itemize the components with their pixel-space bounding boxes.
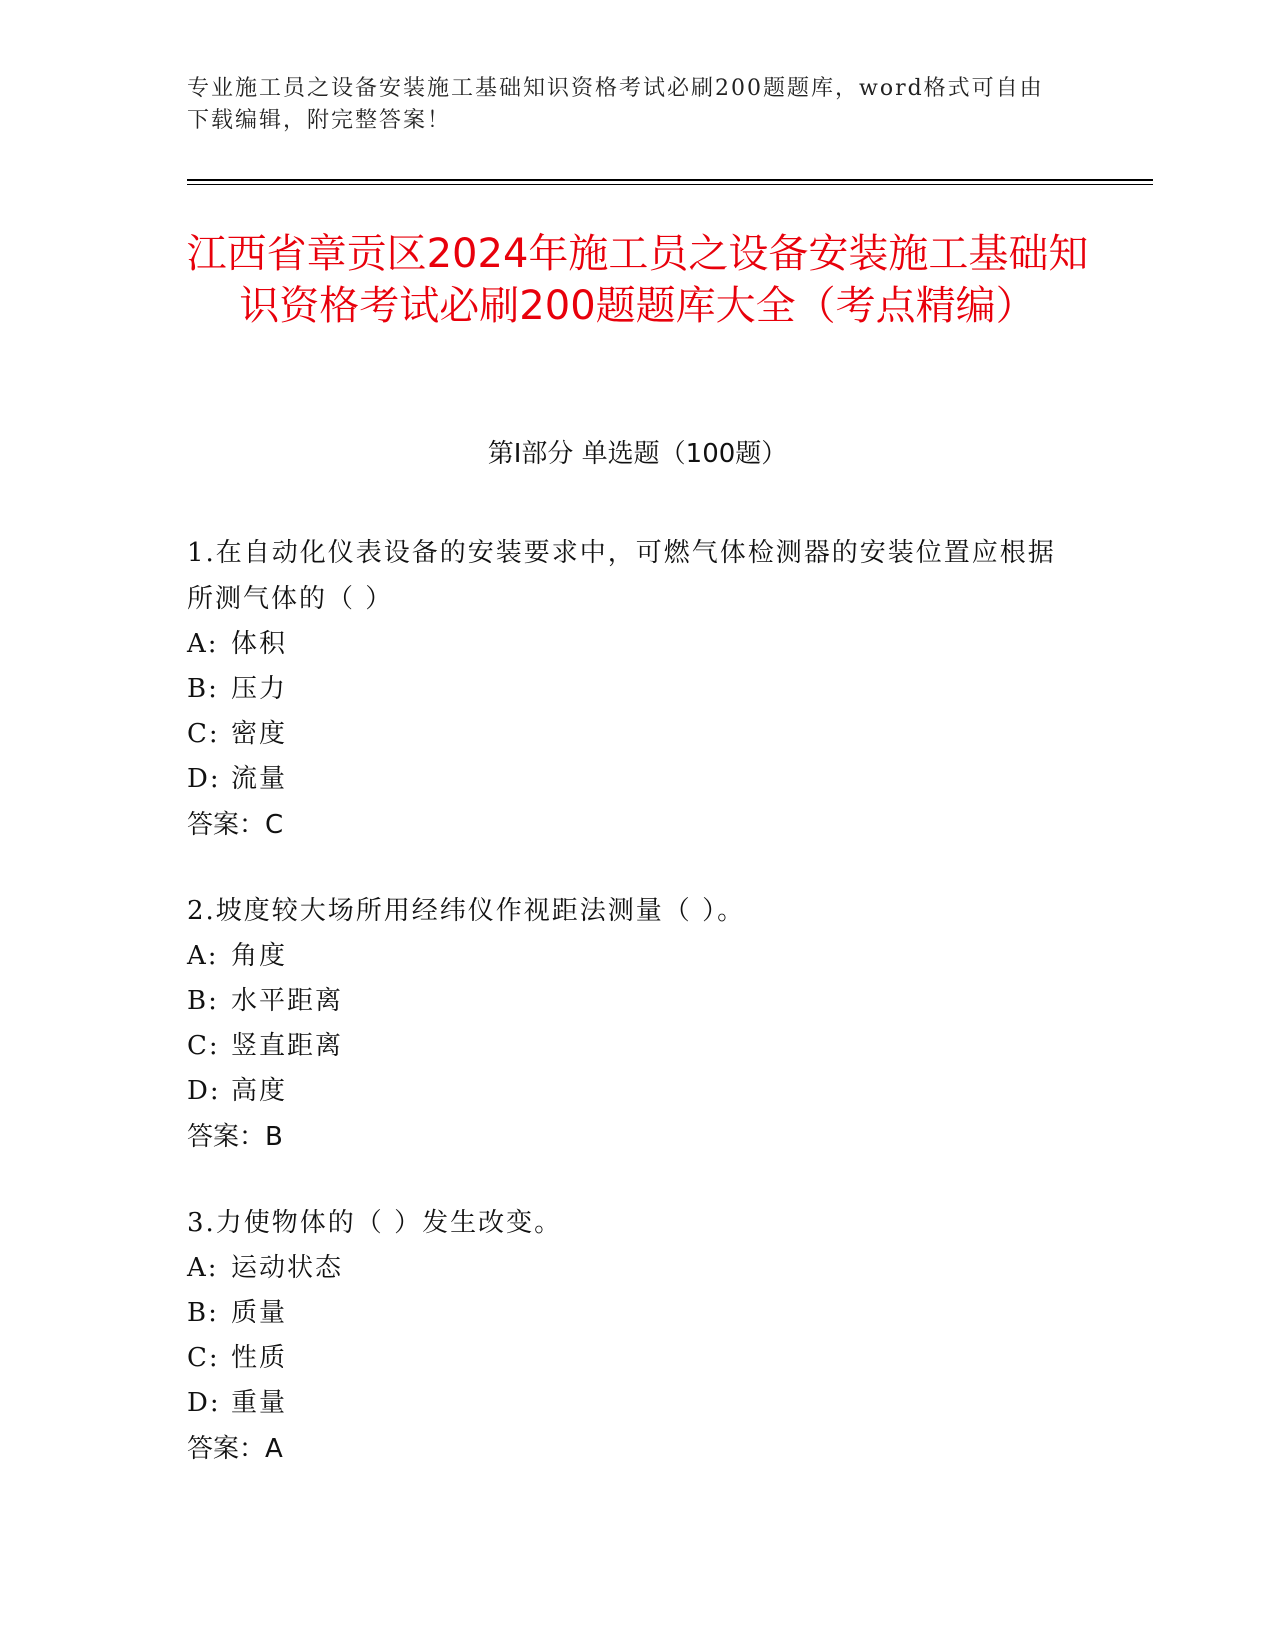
option-text: 运动状态 [231,1253,344,1283]
option-b [187,979,1067,1024]
answer-line: 答案：A [187,1434,283,1464]
answer-line: 答案：B [187,1122,283,1152]
option-letter: C: [187,1031,220,1061]
header-divider-thick [187,179,1153,181]
option-letter: C: [187,1343,220,1373]
option-text: 密度 [231,719,288,749]
option-d [187,1381,1067,1426]
option-letter: A: [187,941,219,971]
question-2 [187,888,1067,1160]
option-d [187,757,1067,802]
option-text: 水平距离 [231,986,344,1016]
option-c [187,1024,1067,1069]
option-letter: A: [187,1253,219,1283]
option-c [187,712,1067,757]
option-a [187,934,1067,979]
option-letter: B: [187,674,219,704]
option-text: 竖直距离 [231,1031,344,1061]
option-text: 重量 [231,1388,288,1418]
question-stem: 1.在自动化仪表设备的安装要求中，可燃气体检测器的安装位置应根据所测气体的（ ） [187,538,1056,614]
option-text: 体积 [231,629,288,659]
option-letter: C: [187,719,220,749]
option-letter: B: [187,986,219,1016]
option-text: 角度 [231,941,288,971]
document-title: 江西省章贡区2024年施工员之设备安装施工基础知识资格考试必刷200题题库大全（考点精编） [186,231,1089,329]
option-letter: D: [187,1076,221,1106]
question-stem: 3.力使物体的（ ）发生改变。 [187,1208,563,1238]
option-a [187,1246,1067,1291]
option-c [187,1336,1067,1381]
option-text: 高度 [231,1076,288,1106]
option-letter: B: [187,1298,219,1328]
option-text: 压力 [231,674,288,704]
question-stem: 2.坡度较大场所用经纬仪作视距法测量（ ）。 [187,896,746,926]
option-letter: A: [187,629,219,659]
option-text: 性质 [231,1343,288,1373]
option-d [187,1069,1067,1114]
header-note: 专业施工员之设备安装施工基础知识资格考试必刷200题题库，word格式可自由下载编辑，附完整答案！ [187,76,1044,133]
question-3 [187,1200,1067,1472]
header-divider-thin [187,184,1153,185]
option-letter: D: [187,764,221,794]
section-heading: 第Ⅰ部分 单选题（100题） [487,439,788,469]
option-text: 流量 [231,764,288,794]
option-b [187,667,1067,712]
option-a [187,622,1067,667]
question-1 [187,530,1067,848]
option-b [187,1291,1067,1336]
answer-line: 答案：C [187,810,284,840]
option-letter: D: [187,1388,221,1418]
question-list [187,530,1067,1512]
option-text: 质量 [231,1298,288,1328]
